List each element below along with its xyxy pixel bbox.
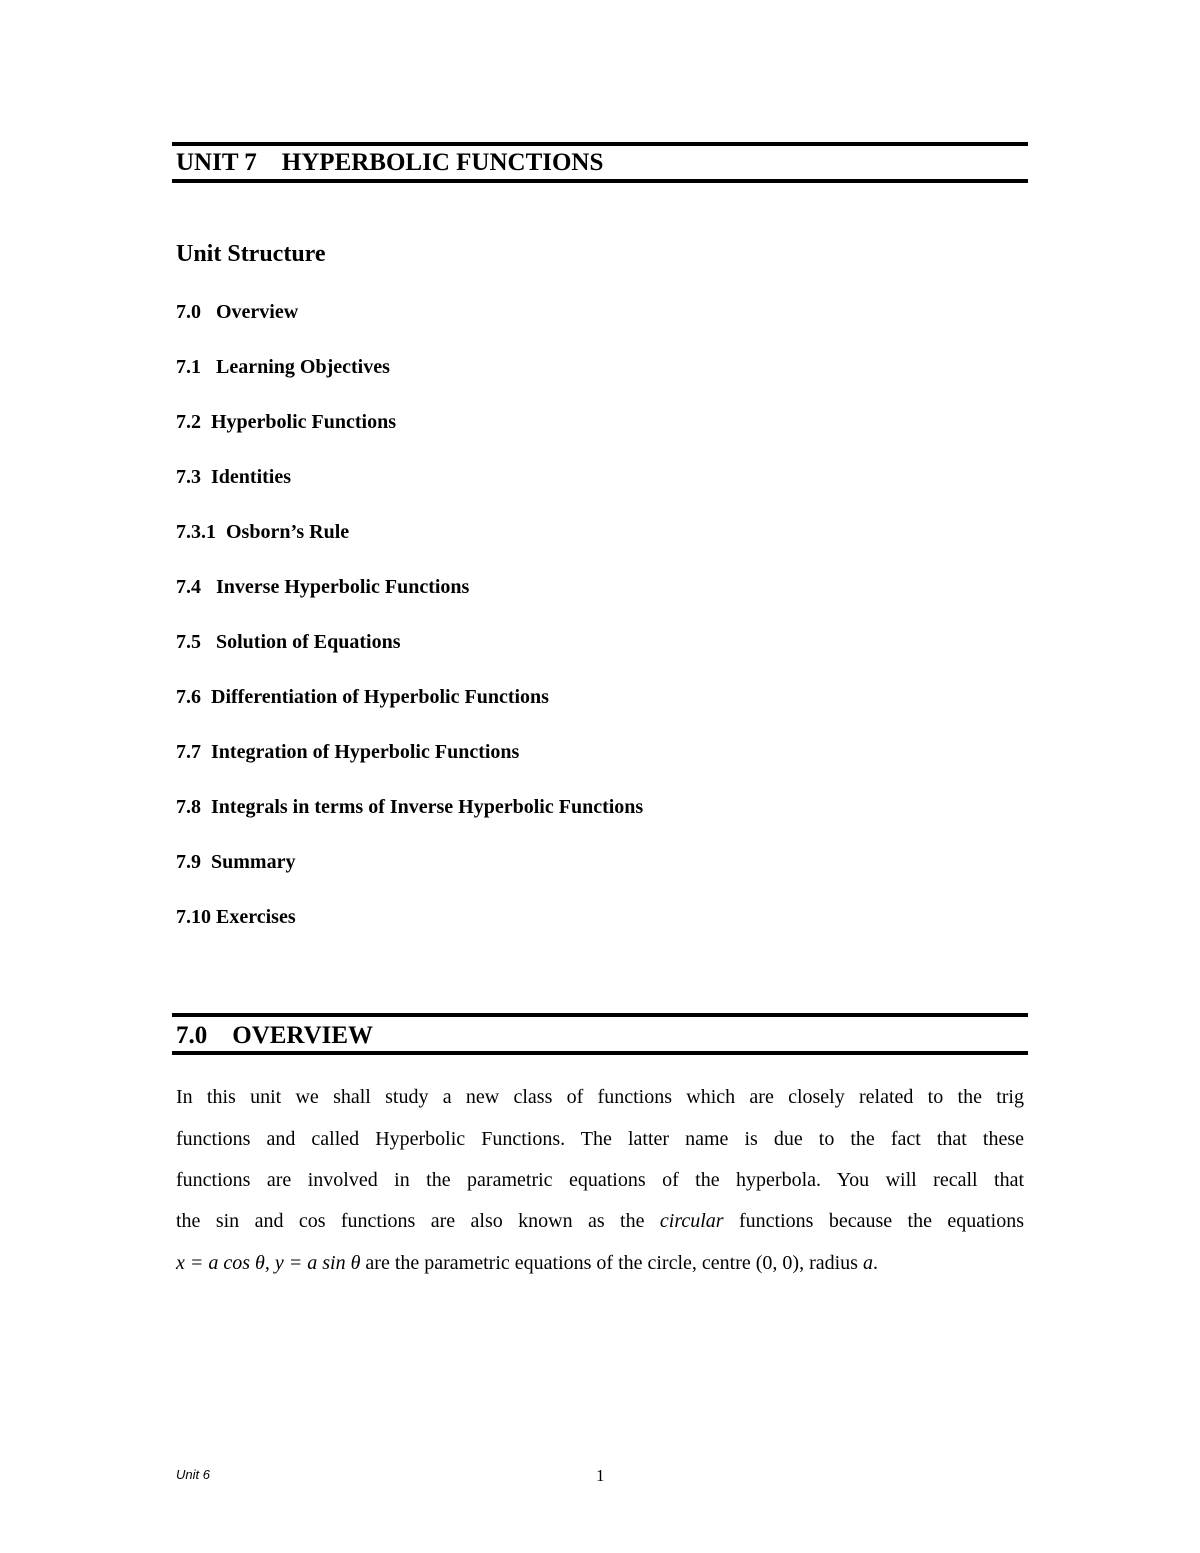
toc-item: 7.2 Hyperbolic Functions	[176, 411, 397, 433]
page-number: 1	[596, 1466, 605, 1485]
toc-item: 7.10 Exercises	[176, 906, 296, 928]
paragraph-text: the sin and cos functions are also known as the	[176, 1210, 660, 1232]
toc-item: 7.3.1 Osborn’s Rule	[176, 521, 350, 543]
footer-unit-label: Unit 6	[176, 1467, 210, 1482]
paragraph-line: functions and called Hyperbolic Functions. The latter name is due to the fact that these	[176, 1128, 1024, 1150]
math-expression: a	[862, 1252, 873, 1274]
section-rule-bottom	[172, 1051, 1028, 1055]
toc-item: 7.8 Integrals in terms of Inverse Hyperbolic Functions	[176, 796, 644, 818]
paragraph-line: functions are involved in the parametric equations of the hyperbola. You will recall that	[176, 1169, 1024, 1191]
unit-structure-heading: Unit Structure	[176, 241, 326, 267]
paragraph-text: , radius	[799, 1252, 863, 1274]
unit-title: UNIT 7 HYPERBOLIC FUNCTIONS	[176, 149, 604, 176]
toc-item: 7.9 Summary	[176, 851, 296, 873]
paragraph-text: functions because the equations	[723, 1210, 1024, 1232]
section-rule-top	[172, 1013, 1028, 1017]
paragraph-text: .	[872, 1252, 878, 1274]
math-expression: x = a cos θ, y = a sin θ	[176, 1252, 361, 1274]
paragraph-line: In this unit we shall study a new class of functions which are closely related to the trig	[176, 1086, 1024, 1108]
toc-item: 7.3 Identities	[176, 466, 291, 488]
toc-item: 7.5 Solution of Equations	[176, 631, 401, 653]
paragraph-line	[176, 1253, 878, 1273]
section-heading: 7.0 OVERVIEW	[176, 1022, 374, 1049]
toc-item: 7.6 Differentiation of Hyperbolic Functions	[176, 686, 549, 708]
toc-item: 7.4 Inverse Hyperbolic Functions	[176, 576, 470, 598]
paragraph-line	[176, 1211, 1024, 1231]
title-rule-top	[172, 142, 1028, 146]
toc-item: 7.7 Integration of Hyperbolic Functions	[176, 741, 520, 763]
paragraph-text: are the parametric equations of the circle, centre	[360, 1252, 756, 1274]
emphasis-text: circular	[659, 1210, 724, 1232]
toc-item: 7.1 Learning Objectives	[176, 356, 390, 378]
math-expression: (0, 0)	[755, 1252, 800, 1274]
toc-item: 7.0 Overview	[176, 301, 299, 323]
title-rule-bottom	[172, 179, 1028, 183]
